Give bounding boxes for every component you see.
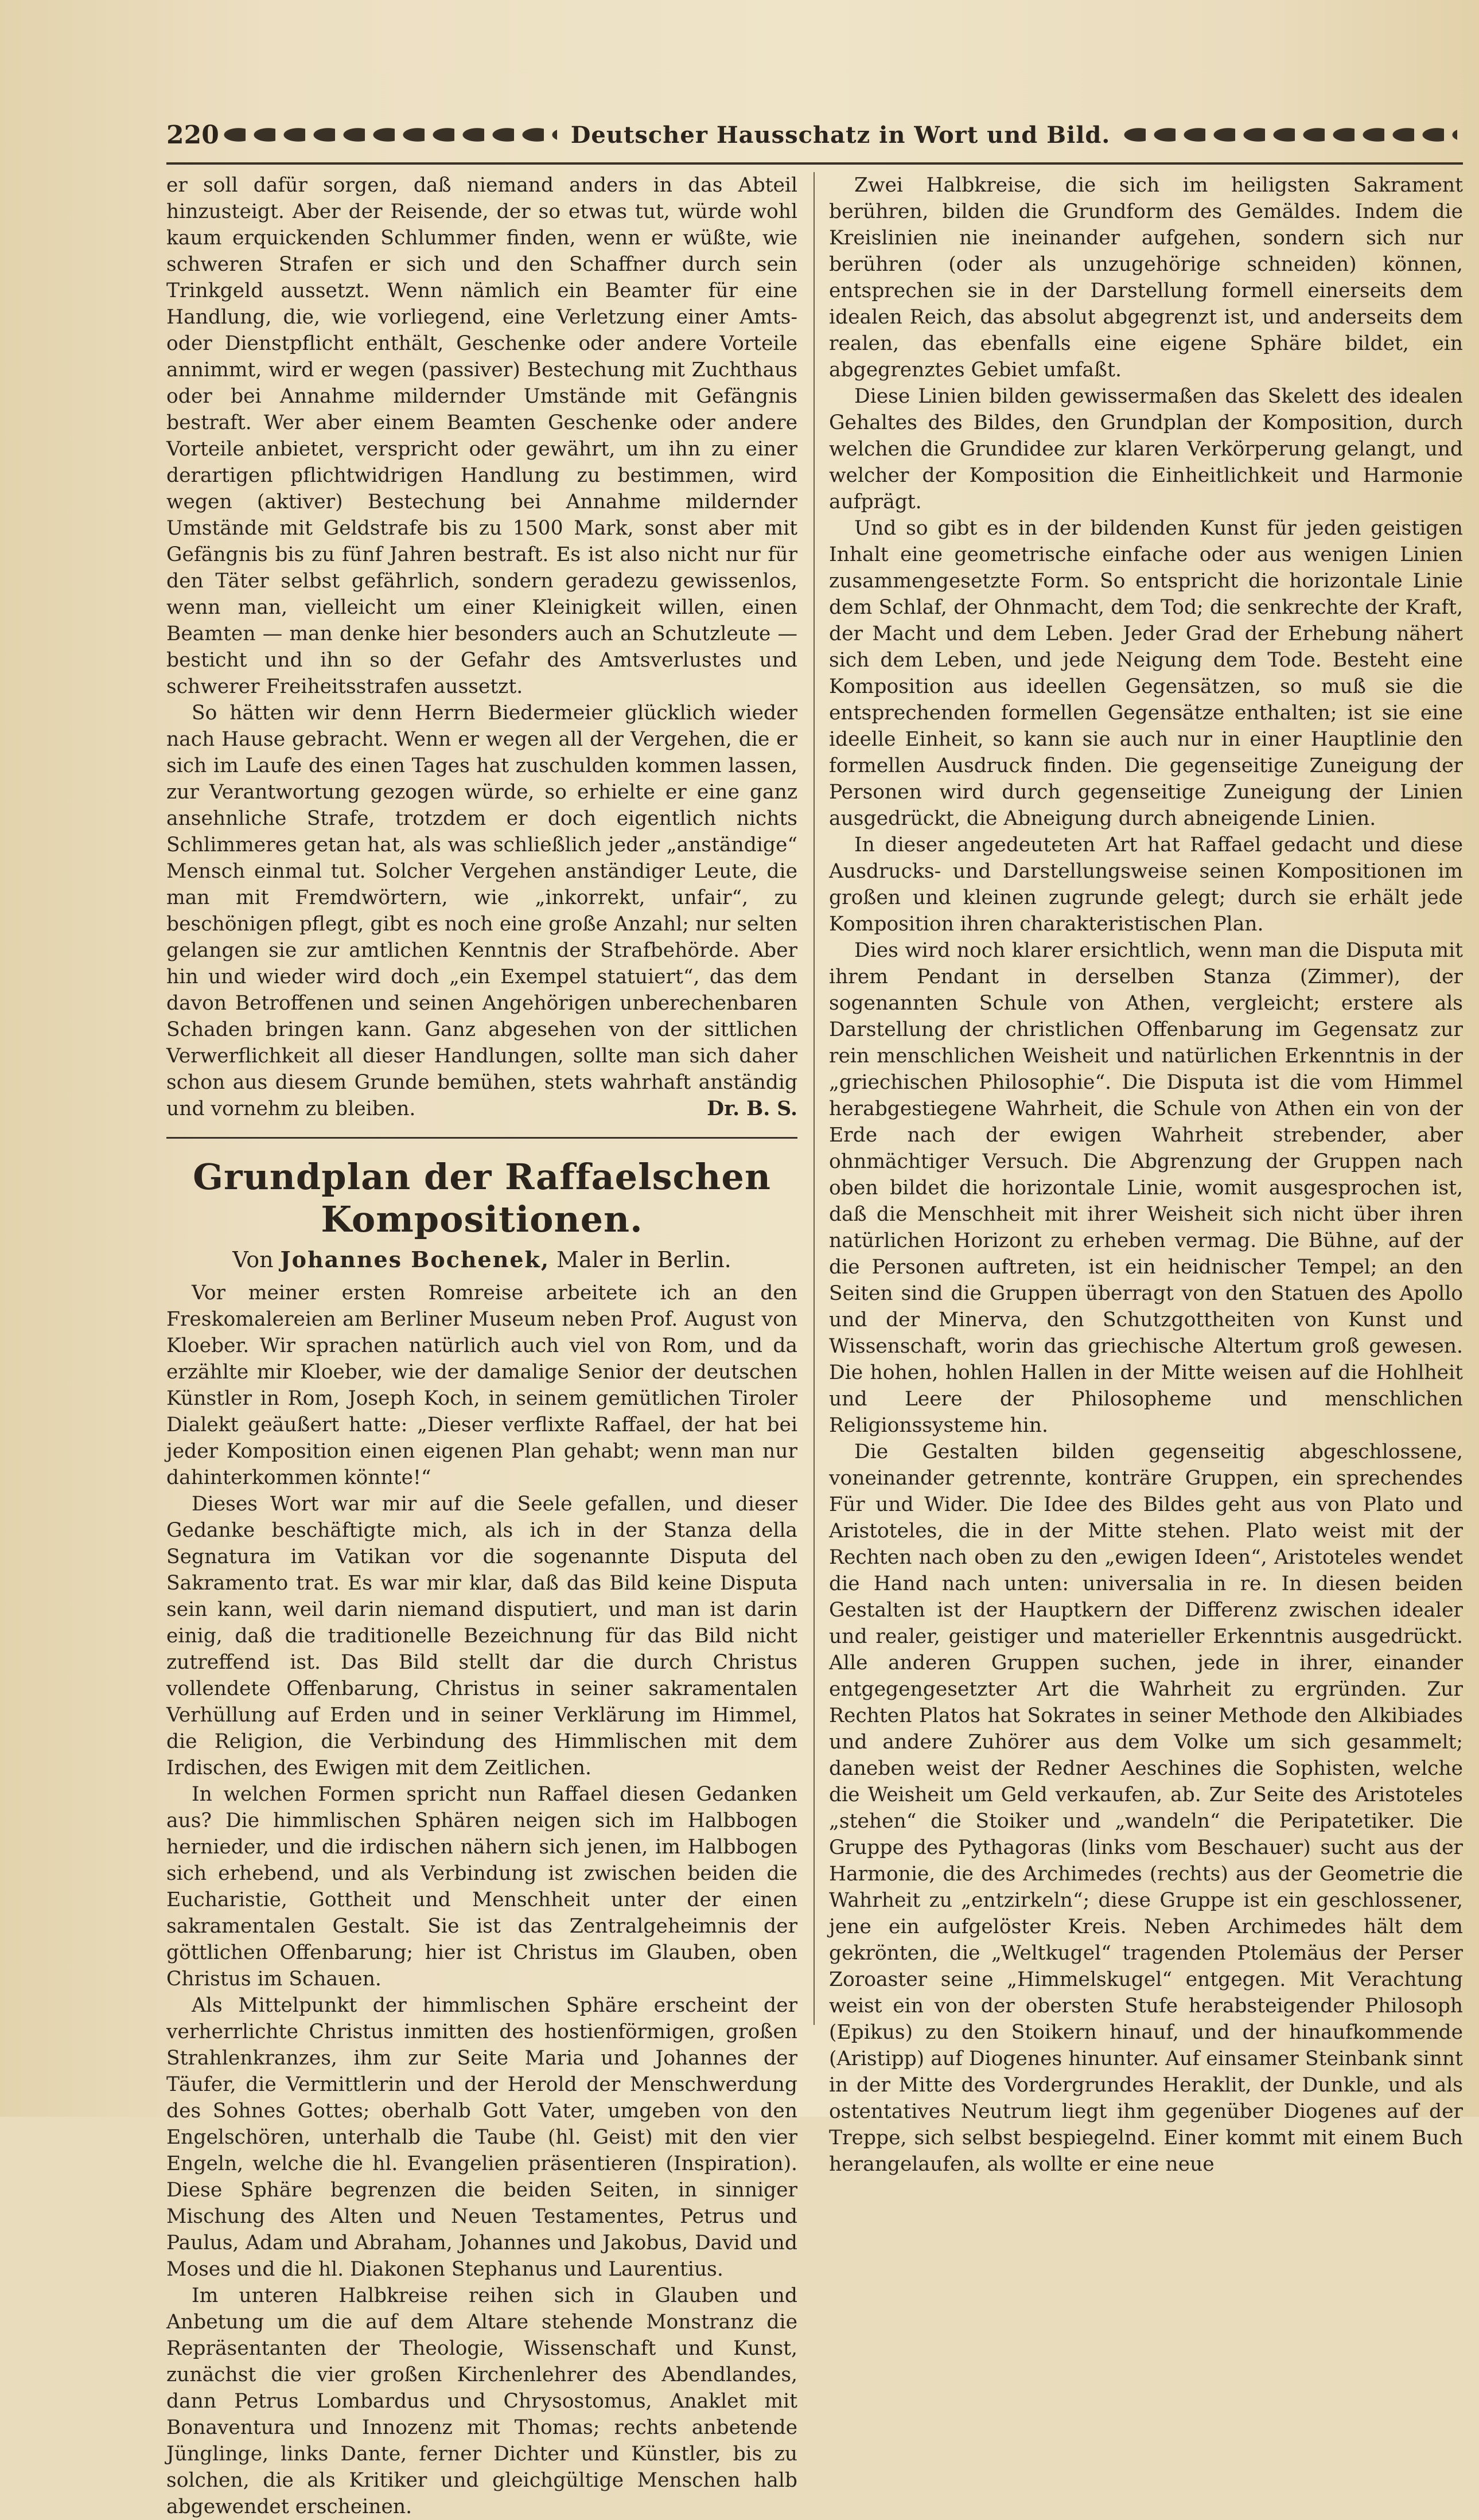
article-paragraph: Im unteren Halbkreise reihen sich in Glauben und Anbetung um die auf dem Altare stehende Monstranz die Repräsentanten der Theologie, Wissenschaft und Kunst, zunächst die vier großen Kirchenlehrer des Abendlandes, dann Petrus Lombardus und Chrysostomus, Anaklet mit Bonaventura und Innozenz mit Thomas; rechts anbetende Jünglinge, links Dante, ferner Dichter und Künstler, bis zu solchen, die als Kritiker und gleichgültige Menschen halb abgewendet erscheinen. bbox=[166, 2284, 797, 2518]
article-paragraph: Dies wird noch klarer ersichtlich, wenn man die Disputa mit ihrem Pendant in derselben Stanza (Zimmer), der sogenannten Schule von Athen, vergleicht; erstere als Darstellung der christlichen Offenbarung im Gegensatz zur rein menschlichen Weisheit und natürlichen Erkenntnis in der „griechischen Philosophie“. Die Disputa ist die vom Himmel herabgestiegene Wahrheit, die Schule von Athen ein von der Erde nach der ewigen Wahrheit strebender, aber ohnmächtiger Versuch. Die Abgrenzung der Gruppen nach oben bildet die horizontale Linie, womit ausgesprochen ist, daß die Menschheit mit ihrer Weisheit sich nicht über ihren natürlichen Horizont zu erheben vermag. Die Bühne, auf der die Personen auftreten, ist ein heidnischer Tempel; an den Seiten sind die Gruppen überragt von den Statuen des Apollo und der Minerva, den Schutzgottheiten von Kunst und Wissenschaft, worin das griechische Altertum groß gewesen. Die hohen, hohlen Hallen in der Mitte weisen auf die Hohlheit und Leere der Philosopheme und menschlichen Religionssysteme hin. bbox=[829, 939, 1463, 1437]
byline bbox=[166, 1247, 797, 1273]
article-paragraph: In welchen Formen spricht nun Raffael diesen Gedanken aus? Die himmlischen Sphären neigen sich im Halbbogen hernieder, und die irdischen nähern sich jenen, im Halbbogen sich erhebend, und als Verbindung ist zwischen beiden die Eucharistie, Gottheit und Menschheit unter der einen sakramentalen Gestalt. Sie ist das Zentralgeheimnis der göttlichen Offenbarung; hier ist Christus im Glauben, oben Christus im Schauen. bbox=[166, 1783, 797, 1991]
right-column bbox=[829, 172, 1463, 2176]
page-number: 220 bbox=[166, 120, 219, 150]
intro-paragraph: So hätten wir denn Herrn Biedermeier glücklich wieder nach Hause gebracht. Wenn er wegen all der Vergehen, die er sich im Laufe des einen Tages hat zuschulden kommen lassen, zur Verantwortung gezogen würde, so erhielte er eine ganz ansehnliche Strafe, trotzdem er doch eigentlich nichts Schlimmeres getan hat, als was schließlich jeder „anständige“ Mensch einmal tut. Solcher Vergehen anständiger Leute, die man mit Fremdwörtern, wie „inkorrekt, unfair“, zu beschönigen pflegt, gibt es noch eine große Anzahl; nur selten gelangen sie zur amtlichen Kenntnis der Strafbehörde. Aber hin und wieder wird doch „ein Exempel statuiert“, das dem davon Betroffenen und seinen Angehörigen unberechenbaren Schaden bringen kann. Ganz abgesehen von der sittlichen Verwerflichkeit all dieser Handlungen, sollte man sich daher schon aus diesem Grunde bemühen, stets wahrhaft anständig und vornehm zu bleiben. bbox=[166, 702, 797, 1120]
running-title: Deutscher Hausschatz in Wort und Bild. bbox=[570, 121, 1111, 149]
article-paragraph: Als Mittelpunkt der himmlischen Sphäre erscheint der verherrlichte Christus inmitten des hostienförmigen, großen Strahlenkranzes, ihm zur Seite Maria und Johannes der Täufer, die Vermittlerin und der Herold der Menschwerdung des Sohnes Gottes; oberhalb Gott Vater, umgeben von den Engelschören, unterhalb die Taube (hl. Geist) mit den vier Engeln, welche die hl. Evangelien präsentieren (Inspiration). Diese Sphäre begrenzen die beiden Seiten, in sinniger Mischung des Alten und Neuen Testamentes, Petrus und Paulus, Adam und Abraham, Johannes und Jakobus, David und Moses und die hl. Diakonen Stephanus und Laurentius. bbox=[166, 1994, 797, 2281]
article-paragraph: Und so gibt es in der bildenden Kunst für jeden geistigen Inhalt eine geometrische einfache oder aus wenigen Linien zusammengesetzte Form. So entspricht die horizontale Linie dem Schlaf, der Ohnmacht, dem Tod; die senkrechte der Kraft, der Macht und dem Leben. Jeder Grad der Erhebung nähert sich dem Leben, und jede Neigung dem Tode. Besteht eine Komposition aus ideellen Gegensätzen, so muß sie die entsprechenden formellen Gegensätze enthalten; ist sie eine ideelle Einheit, so kann sie auch nur in einer Hauptlinie den formellen Ausdruck finden. Die gegenseitige Zuneigung der Personen wird durch gegenseitige Zuneigung der Linien ausgedrückt, die Abneigung durch abneigende Linien. bbox=[829, 517, 1463, 830]
article-title: Grundplan der Raffaelschen Kompositionen. bbox=[193, 1156, 771, 1240]
header-rule bbox=[166, 162, 1463, 165]
article-separator bbox=[166, 1137, 797, 1139]
article-paragraph: Vor meiner ersten Romreise arbeitete ich an den Freskomalereien am Berliner Museum neben Prof. August von Kloeber. Wir sprachen natürlich auch viel von Rom, und da erzählte mir Kloeber, wie der damalige Senior der deutschen Künstler in Rom, Joseph Koch, in seinem gemütlichen Tiroler Dialekt geäußert hatte: „Dieser verflixte Raffael, der hat bei jeder Komposition einen eigenen Plan gehabt; wenn man nur dahinterkommen könnte!“ bbox=[166, 1282, 797, 1489]
byline-suffix: Maler in Berlin. bbox=[556, 1247, 731, 1272]
column-divider bbox=[814, 172, 815, 2025]
running-header bbox=[166, 115, 1463, 155]
article-paragraph: Zwei Halbkreise, die sich im heiligsten Sakrament berühren, bilden die Grundform des Gemäldes. Indem die Kreislinien nie ineinander aufgehen, sondern sich nur berühren (oder als unzugehörige schneiden) können, entsprechen sie in der Darstellung formell einerseits dem idealen Reich, das absolut abgegrenzt ist, und anderseits dem realen, das ebenfalls eine eigene Sphäre bildet, ein abgegrenztes Gebiet umfaßt. bbox=[829, 174, 1463, 381]
article-paragraph: Die Gestalten bilden gegenseitig abgeschlossene, voneinander getrennte, konträre Gruppen, ein sprechendes Für und Wider. Die Idee des Bildes geht aus von Plato und Aristoteles, die in der Mitte stehen. Plato weist mit der Rechten nach oben zu den „ewigen Ideen“, Aristoteles wendet die Hand nach unten: universalia in re. In diesen beiden Gestalten ist der Hauptkern der Differenz zwischen idealer und realer, geistiger und materieller Erkenntnis ausgedrückt. Alle anderen Gruppen suchen, jede in ihrer, einander entgegengesetzter Art die Wahrheit zu ergründen. Zur Rechten Platos hat Sokrates in seiner Methode den Alkibiades und andere Zuhörer aus dem Volke um sich gesammelt; daneben weist der Redner Aeschines die Sophisten, welche die Weisheit um Geld verkaufen, ab. Zur Seite des Aristoteles „stehen“ die Stoiker und „wandeln“ die Peripatetiker. Die Gruppe des Pythagoras (links vom Beschauer) sucht aus der Harmonie, die des Archimedes (rechts) aus der Geometrie die Wahrheit zu „entzirkeln“; diese Gruppe ist ein geschlossener, jene ein aufgelöster Kreis. Neben Archimedes hält dem gekrönten, die „Weltkugel“ tragenden Ptolemäus der Perser Zoroaster seine „Himmelskugel“ entgegen. Mit Verachtung weist ein von der obersten Stufe herabsteigender Philosoph (Epikus) zu den Stoikern hinauf, und der hinaufkommende (Aristipp) auf Diogenes hinunter. Auf einsamer Steinbank sinnt in der Mitte des Vordergrundes Heraklit, der Dunkle, und als ostentatives Neutrum liegt ihm gegenüber Diogenes auf der Treppe, sich selbst bespiegelnd. Einer kommt mit einem Buch herangelaufen, als wollte er eine neue bbox=[829, 1440, 1463, 2176]
article-paragraph: Diese Linien bilden gewissermaßen das Skelett des idealen Gehaltes des Bildes, den Grundplan der Komposition, durch welchen die Grundidee zur klaren Verkörperung gelangt, und welcher der Komposition die Einheitlichkeit und Harmonie aufprägt. bbox=[829, 385, 1463, 513]
intro-paragraph: er soll dafür sorgen, daß niemand anders in das Abteil hinzusteigt. Aber der Reisende, der so etwas tut, würde wohl kaum erquickenden Schlummer finden, wenn er wüßte, wie schweren Strafen er sich und den Schaffner durch sein Trinkgeld aussetzt. Wenn nämlich ein Beamter für eine Handlung, die, wie vorliegend, eine Verletzung einer Amts- oder Dienstpflicht enthält, Geschenke oder andere Vorteile annimmt, wird er wegen (passiver) Bestechung mit Zuchthaus oder bei Annahme mildernder Umstände mit Gefängnis bestraft. Wer aber einem Beamten Geschenke oder andere Vorteile anbietet, verspricht oder gewährt, um ihn zu einer derartigen pflichtwidrigen Handlung zu bestimmen, wird wegen (aktiver) Bestechung bei Annahme mildernder Umstände mit Geldstrafe bis zu 1500 Mark, sonst aber mit Gefängnis bis zu fünf Jahren bestraft. Es ist also nicht nur für den Täter selbst gefährlich, sondern geradezu gewissenlos, wenn man, vielleicht um einer Kleinigkeit willen, einen Beamten — man denke hier besonders auch an Schutzleute — besticht und ihn so der Gefahr des Amtsverlustes und schwerer Freiheitsstrafen aussetzt. bbox=[166, 174, 797, 698]
left-column bbox=[166, 172, 797, 2518]
ornament-right bbox=[1124, 126, 1457, 143]
byline-author: Johannes Bochenek, bbox=[280, 1247, 550, 1272]
ornament-left bbox=[224, 126, 557, 143]
article-paragraph: In dieser angedeuteten Art hat Raffael gedacht und diese Ausdrucks- und Darstellungsweise seinen Kompositionen im großen und kleinen zugrunde gelegt; durch sie erhält jede Komposition ihren charakteristischen Plan. bbox=[829, 833, 1463, 936]
signature: Dr. B. S. bbox=[707, 1097, 797, 1120]
article-paragraph: Dieses Wort war mir auf die Seele gefallen, und dieser Gedanke beschäftigte mich, als ich in der Stanza della Segnatura im Vatikan vor die sogenannte Disputa del Sakramento trat. Es war mir klar, daß das Bild keine Disputa sein kann, weil darin niemand disputiert, und man ist darin einig, daß die traditionelle Bezeichnung für das Bild nicht zutreffend ist. Das Bild stellt dar die durch Christus vollendete Offenbarung, Christus in seiner sakramentalen Verhüllung auf Erden und in seiner Verklärung im Himmel, die Religion, die Verbindung des Himmlischen mit dem Irdischen, des Ewigen mit dem Zeitlichen. bbox=[166, 1493, 797, 1779]
byline-prefix: Von bbox=[232, 1247, 274, 1272]
